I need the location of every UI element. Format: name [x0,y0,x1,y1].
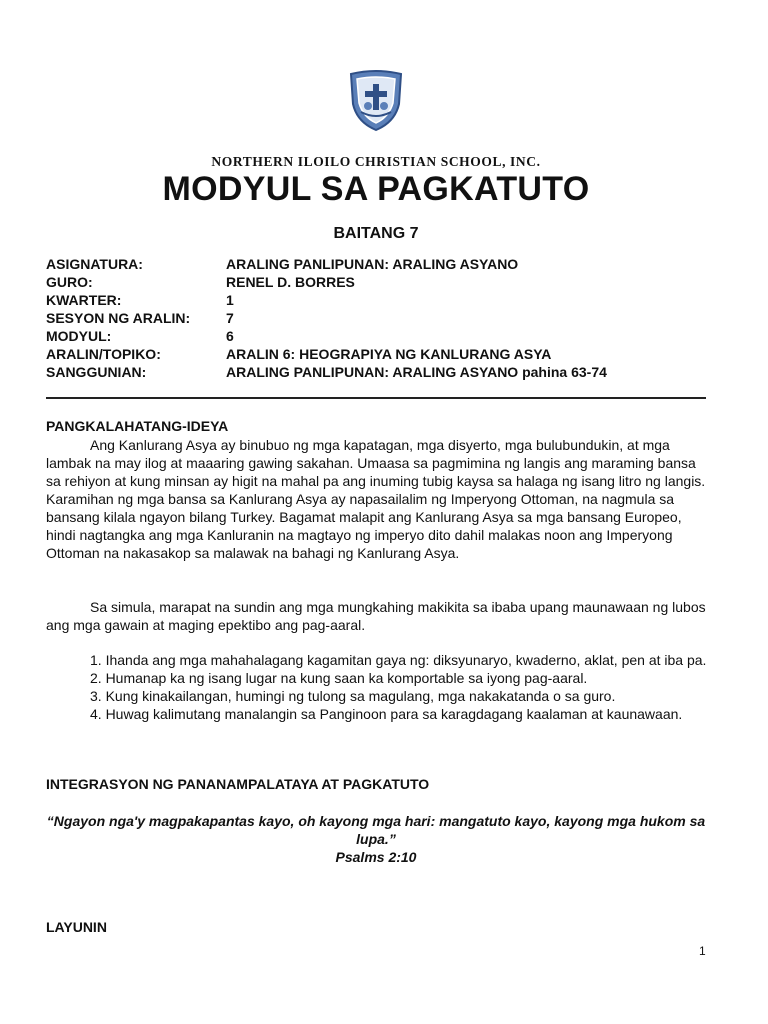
info-key: SANGGUNIAN: [46,364,147,380]
list-item: 3. Kung kinakailangan, humingi ng tulong sa magulang, mga nakakatanda o sa guro. [90,688,616,704]
info-key: ARALIN/TOPIKO: [46,346,161,362]
info-row [46,363,607,381]
info-row [46,255,607,273]
section-heading-overview: PANGKALAHATANG-IDEYA [46,418,229,434]
info-value: ARALING PANLIPUNAN: ARALING ASYANO pahina 63-74 [226,364,607,380]
info-key: GURO: [46,274,93,290]
module-info-table [46,255,607,381]
info-key: SESYON NG ARALIN: [46,310,191,326]
list-item: 1. Ihanda ang mga mahahalagang kagamitan gaya ng: diksyunaryo, kwaderno, aklat, pen at iba pa. [90,652,707,668]
verse-reference: Psalms 2:10 [335,849,417,865]
info-row [46,327,607,345]
page-number: 1 [699,944,706,958]
info-value: 1 [226,292,234,308]
info-value: 6 [226,328,234,344]
info-value: ARALING PANLIPUNAN: ARALING ASYANO [226,256,519,272]
info-value: ARALIN 6: HEOGRAPIYA NG KANLURANG ASYA [226,346,552,362]
list-item: 2. Humanap ka ng isang lugar na kung saan ka komportable sa iyong pag-aaral. [90,670,588,686]
section-heading-integration: INTEGRASYON NG PANANAMPALATAYA AT PAGKATUTO [46,776,430,792]
list-item: 4. Huwag kalimutang manalangin sa Panginoon para sa karagdagang kaalaman at kaunawaan. [90,706,683,722]
info-row [46,345,607,363]
overview-paragraph: Ang Kanlurang Asya ay binubuo ng mga kapatagan, mga disyerto, mga bulubundukin, at mga lambak na may ilog at maaaring gawing sakahan. Umaasa sa pagmimina ng langis ang maraming bansa sa rehiyon at kung minsan ay higit na mahal pa ang inuming tubig kaysa sa halaga ng isang litro ng langis. Karamihan ng mga bansa sa Kanlurang Asya ay napasailalim ng Imperyong Ottoman, na nagmula sa bansang kilala ngayon bilang Turkey. Bagamat malapit ang Kanlurang Asya sa mga bansang Europeo, hindi nagtangka ang mga Kanluranin na magtayo ng imperyo dito dahil malakas noon ang Imperyong Ottoman na nakasakop sa malawak na bahagi ng Kanlurang Asya. [46,437,706,561]
info-value: RENEL D. BORRES [226,274,355,290]
school-name: NORTHERN ILOILO CHRISTIAN SCHOOL, INC. [211,154,541,169]
bible-verse [46,812,706,866]
module-title: MODYUL SA PAGKATUTO [162,170,590,208]
info-key: MODYUL: [46,328,112,344]
school-crest-logo [347,70,405,132]
instructions-paragraph: Sa simula, marapat na sundin ang mga mungkahing makikita sa ibaba upang maunawaan ng lubos ang mga gawain at maging epektibo ang pag-aaral. [46,599,706,633]
instructions-list [90,651,710,723]
info-value: 7 [226,310,234,326]
info-row [46,309,607,327]
grade-level: BAITANG 7 [333,225,419,242]
info-key: ASIGNATURA: [46,256,143,272]
info-row [46,273,607,291]
info-key: KWARTER: [46,292,122,308]
section-heading-objectives: LAYUNIN [46,919,107,935]
verse-text: “Ngayon nga'y magpakapantas kayo, oh kayong mga hari: mangatuto kayo, kayong mga hukom sa lupa.” [46,813,706,847]
info-row [46,291,607,309]
horizontal-divider [46,397,706,399]
